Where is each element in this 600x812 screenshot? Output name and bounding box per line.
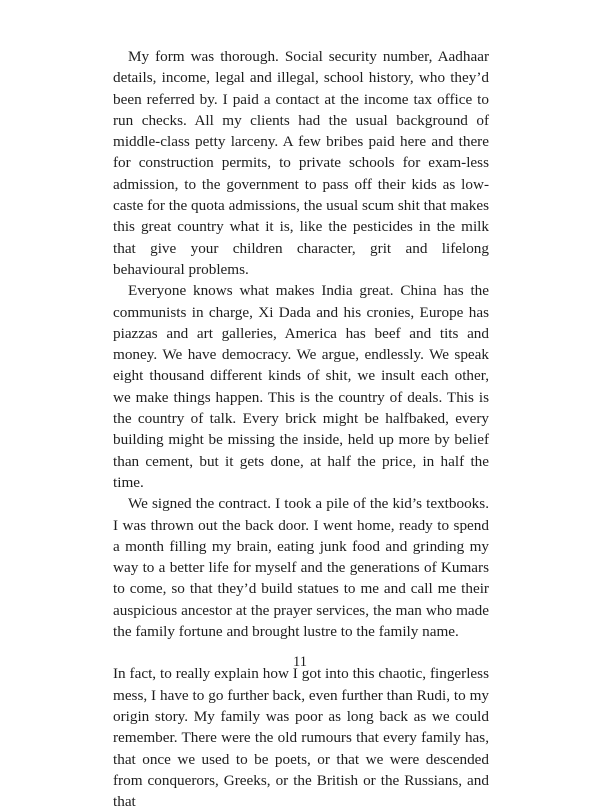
body-text (113, 46, 489, 812)
section-opening-paragraph: In fact, to really explain how I got into this chaotic, fingerless mess, I have to go further back, even further than Rudi, to my origin story. My family was poor as long back as we could remember. There were the old rumours that every family has, that once we used to be poets, or that we were descended from conquerors, Greeks, or the British or the Russians, and that (113, 665, 489, 811)
paragraph: Everyone knows what makes India great. China has the communists in charge, Xi Dada and his cronies, Europe has piazzas and art galleries, America has beef and tits and money. We have democracy. We argue, endlessly. We speak eight thousand different kinds of shit, we insult each other, we make things happen. This is the country of deals. This is the country of talk. Every brick might be halfbaked, every building might be missing the inside, held up more by belief than cement, but it gets done, at half the price, in half the time. (113, 282, 489, 491)
paragraph: We signed the contract. I took a pile of the kid’s textbooks. I was thrown out the back door. I went home, ready to spend a month filling my brain, eating junk food and grinding my way to a better life for myself and the generations of Kumars to come, so that they’d build statues to me and call me their auspicious ancestor at the prayer services, the man who made the family fortune and brought lustre to the family name. (113, 495, 489, 641)
paragraph: My form was thorough. Social security number, Aadhaar details, income, legal and illegal, school history, who they’d been referred by. I paid a contact at the income tax office to run checks. All my clients had the usual background of middle-class petty larceny. A few bribes paid here and there for construction permits, to private schools for exam-less admission, to the government to pass off their kids as low-caste for the quota admissions, the usual scum shit that makes this great country what it is, like the pesticides in the milk that give your children character, grit and lifelong behavioural problems. (113, 48, 489, 278)
page-number: 11 (293, 654, 307, 670)
